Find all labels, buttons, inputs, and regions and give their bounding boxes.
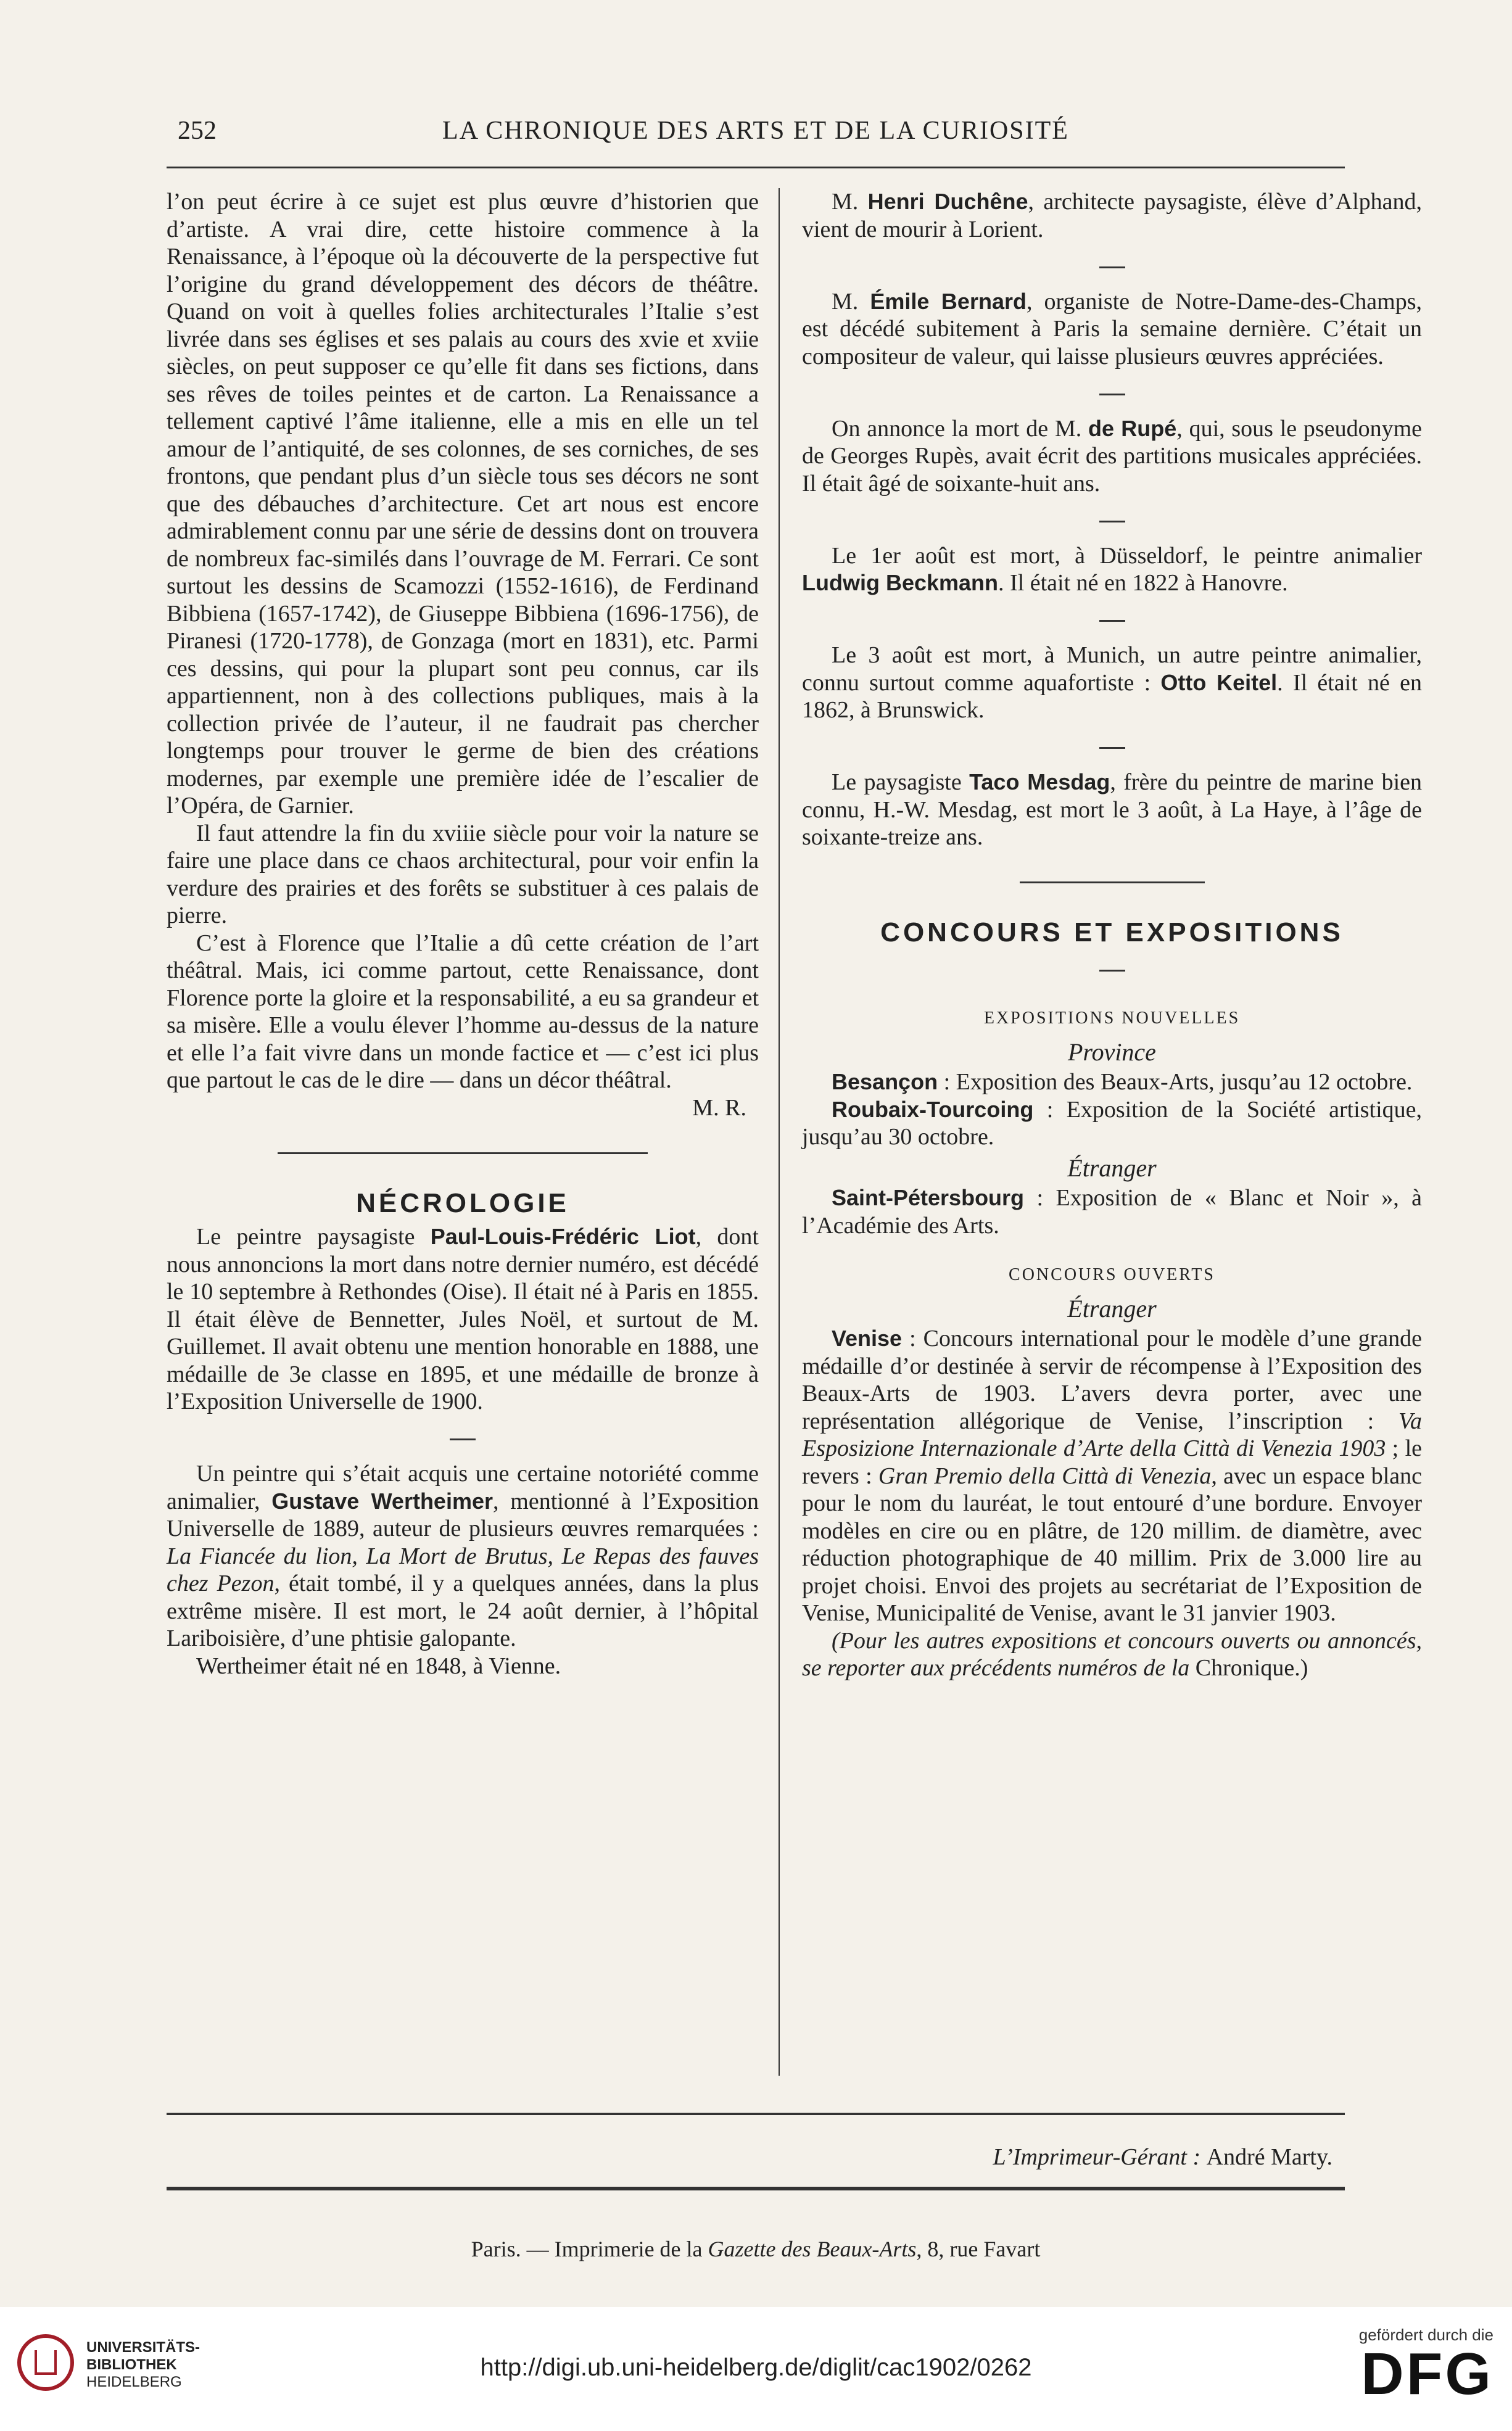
header-rule <box>167 167 1345 168</box>
obituary-bernard <box>802 288 1422 371</box>
text: : Exposition de « Blanc et Noir », à l’Académie des Arts. <box>802 1185 1422 1239</box>
person-name: Henri Duchêne <box>867 189 1028 214</box>
etranger-heading: Étranger <box>1067 1294 1157 1323</box>
etranger-heading: Étranger <box>1067 1154 1157 1182</box>
bottom-rule <box>167 2187 1345 2190</box>
person-name: de Rupé <box>1088 415 1177 441</box>
dash-divider <box>802 252 1422 279</box>
article-signature: M. R. <box>692 1094 746 1121</box>
text: , mentionné à l’Exposition Universelle de 1889, auteur de plusieurs œuvres remarquées : <box>167 1488 759 1542</box>
expositions-subhead: EXPOSITIONS NOUVELLES <box>983 1009 1241 1028</box>
imprimeur-name: André Marty. <box>1206 2144 1332 2170</box>
article-paragraph: l’on peut écrire à ce sujet est plus œuvre d’historien que d’artiste. A vrai dire, cette histoire commence à la Renaissance, à l’époque où la découverte de la perspective fut l’origine du grand développement des décors de théâtre. Quand on voit à quelles folies architecturales l’Italie s’est livrée dans ses églises et ses palais au cours des xvie et xviie siècles, on peut supposer ce qu’elle fit dans ses fictions, dans ses rêves de toiles peintes et de carton. La Renaissance a tellement captivé l’âme italienne, elle a mis en elle un tel amour de l’antiquité, de ses colonnes, de ses corniches, de ses frontons, que pendant plus d’un siècle tous ses décors ne sont que des débauches d’architecture. Cet art nous est encore admirablement connu par une série de dessins dont on trouvera de nombreux fac-similés dans l’ouvrage de M. Ferrari. Ce sont surtout les dessins de Scamozzi (1552-1616), de Ferdinand Bibbiena (1657-1742), de Giuseppe Bibbiena (1696-1756), de Piranesi (1720-1778), de Gonzaga (mort en 1831), etc. Parmi ces dessins, qui pour la plupart sont peu connus, car ils appartiennent, non à des collections publiques, mais à la collection privée de l’auteur, il ne faudrait pas chercher longtemps pour trouver le germe de bien des créations modernes, par exemple une première idée de l’escalier de l’Opéra, de Garnier. <box>167 189 759 819</box>
imprimeur-line <box>802 2144 1332 2171</box>
text: . Il était né en 1862, à Brunswick. <box>802 669 1422 723</box>
person-name: Émile Bernard <box>870 288 1027 314</box>
dash-divider <box>802 506 1422 534</box>
province-heading: Province <box>1068 1038 1156 1066</box>
text: , était tombé, il y a quelques années, dans la plus extrême misère. Il est mort, le 24 août dernier, à l’hôpital Lariboisière, d’une phtisie galopante. <box>167 1570 759 1651</box>
article-paragraph: C’est à Florence que l’Italie a dû cette création de l’art théâtral. Mais, ici comme partout, cette Renaissance, dont Florence porte la gloire et la responsabilité, a eu sa grandeur et sa misère. Elle a voulu élever l’homme au-dessus de la nature et elle l’a fait vivre dans un monde factice et — c’est ici plus que partout le cas de le dire — dans un décor théâtral. <box>167 930 759 1093</box>
works-titles: La Fiancée du lion, La Mort de Brutus, Le Repas des fauves chez Pezon <box>167 1543 759 1596</box>
running-title: LA CHRONIQUE DES ARTS ET DE LA CURIOSITÉ <box>442 117 1069 145</box>
note-text: (Pour les autres expositions et concours ouverts ou annoncés, se reporter aux précédents numéros de la <box>802 1627 1422 1681</box>
city-name: Besançon <box>832 1069 938 1094</box>
person-name: Ludwig Beckmann <box>802 570 999 595</box>
text: : Exposition de la Société artistique, jusqu’au 30 octobre. <box>802 1096 1422 1150</box>
text: , qui, sous le pseudonyme de Georges Rupès, avait écrit des partitions musicales appréciées. Il était âgé de soixante-huit ans. <box>802 415 1423 497</box>
dfg-logo <box>1339 2326 1493 2407</box>
text: Le peintre paysagiste <box>196 1224 431 1250</box>
text: Le 3 août est mort, à Munich, un autre peintre animalier, connu surtout comme aquafortiste : <box>802 642 1422 696</box>
text: Le paysagiste <box>832 769 970 795</box>
ornament-divider <box>167 1137 759 1165</box>
gazette-title: Gazette des Beaux-Arts <box>708 2237 917 2261</box>
dash-divider <box>802 733 1422 761</box>
text: , 8, rue Favart <box>916 2237 1041 2261</box>
dash-divider <box>802 955 1422 983</box>
text: , architecte paysagiste, élève d’Alphand, vient de mourir à Lorient. <box>802 189 1422 242</box>
page-number: 252 <box>178 117 217 145</box>
text: Un peintre qui s’était acquis une certaine notoriété comme animalier, <box>167 1461 759 1514</box>
city-name: Roubaix-Tourcoing <box>832 1096 1034 1122</box>
digitization-footer <box>0 2307 1512 2431</box>
text: , organiste de Notre-Dame-des-Champs, est décédé subitement à Paris la semaine dernière. C’était un compositeur de valeur, qui laisse plusieurs œuvres appréciées. <box>802 288 1423 369</box>
person-name: Otto Keitel <box>1160 669 1278 695</box>
listing-st-petersbourg <box>802 1184 1422 1239</box>
article-paragraph: Il faut attendre la fin du xviiie siècle pour voir la nature se faire une place dans ce chaos architectural, pour voir enfin la verdure des prairies et des forêts se substituer à ces palais de pierre. <box>167 820 759 928</box>
dfg-wordmark: DFG <box>1361 2341 1493 2407</box>
listing-besancon <box>802 1068 1422 1096</box>
column-separator <box>779 188 780 2076</box>
obituary-liot <box>167 1223 759 1416</box>
obituary-beckmann <box>802 542 1422 597</box>
dash-divider <box>167 1424 759 1452</box>
obituary-duchene <box>802 188 1422 243</box>
editor-note <box>802 1627 1422 1682</box>
funded-by-label: gefördert durch die <box>1358 2326 1493 2344</box>
library-name-line: BIBLIOTHEK <box>86 2356 177 2373</box>
imprimeur-label: L’Imprimeur-Gérant : <box>993 2144 1207 2170</box>
listing-venise <box>802 1325 1422 1627</box>
library-name-line: HEIDELBERG <box>86 2374 182 2390</box>
text: . Il était né en 1822 à Hanovre. <box>998 570 1288 596</box>
concours-subhead: CONCOURS OUVERTS <box>1009 1265 1215 1284</box>
page-header <box>167 105 1345 154</box>
text: : Exposition des Beaux-Arts, jusqu’au 12 octobre. <box>938 1069 1413 1095</box>
text: M. <box>832 288 870 315</box>
obituary-keitel <box>802 642 1422 724</box>
bottom-rule <box>167 2113 1345 2115</box>
obituary-wertheimer-birth: Wertheimer était né en 1848, à Vienne. <box>196 1653 561 1679</box>
ornament-divider <box>802 867 1422 895</box>
text: Paris. — Imprimerie de la <box>471 2237 708 2261</box>
person-name: Gustave Wertheimer <box>271 1488 493 1514</box>
printer-line <box>167 2236 1345 2262</box>
obituary-rupe <box>802 415 1422 498</box>
text: , frère du peintre de marine bien connu, H.-W. Mesdag, est mort le 3 août, à La Haye, à l’âge de soixante-treize ans. <box>802 769 1422 850</box>
obituary-wertheimer <box>167 1460 759 1653</box>
right-column <box>802 188 1422 1682</box>
text: : Concours international pour le modèle d’une grande médaille d’or destinée à servir de récompense à l’Exposition des Beaux-Arts de 1903. L’avers devra porter, avec une représentation allégorique de Venise, l’inscription : <box>802 1326 1422 1434</box>
note-text: Chronique.) <box>1195 1655 1308 1681</box>
text: , dont nous annoncions la mort dans notre dernier numéro, est décédé le 10 septembre à Rethondes (Oise). Il était né à Paris en 1855. Il était élève de Bennetter, Jules Noël, et surtout de M. Guillemet. Il avait obtenu une mention honorable en 1888, une médaille de 3e classe en 1895, et une médaille de bronze à l’Exposition Universelle de 1900. <box>167 1224 759 1414</box>
text: ; le revers : <box>802 1435 1422 1489</box>
inscription: Va Esposizione Internazionale d’Arte della Città di Venezia 1903 <box>802 1408 1422 1461</box>
listing-roubaix <box>802 1096 1422 1151</box>
library-name-line: UNIVERSITÄTS- <box>86 2339 200 2356</box>
dash-divider <box>802 606 1422 634</box>
concours-title: CONCOURS ET EXPOSITIONS <box>880 917 1344 947</box>
city-name: Venise <box>832 1326 903 1351</box>
person-name: Taco Mesdag <box>969 769 1110 795</box>
text: On annonce la mort de M. <box>832 415 1088 442</box>
text: M. <box>832 189 868 215</box>
inscription: Gran Premio della Città di Venezia <box>878 1463 1212 1489</box>
obituary-mesdag <box>802 769 1422 851</box>
left-column <box>167 188 759 1680</box>
city-name: Saint-Pétersbourg <box>832 1185 1025 1210</box>
necrologie-title: NÉCROLOGIE <box>356 1187 569 1218</box>
permalink-url[interactable]: http://digi.ub.uni-heidelberg.de/diglit/cac1902/0262 <box>480 2354 1032 2381</box>
dash-divider <box>802 379 1422 407</box>
text: , avec un espace blanc pour le nom du lauréat, le tout entouré d’une bordure. Envoyer modèles en cire ou en plâtre, de 120 millim. de diamètre, avec réduction photographique de 40 millim. Prix de 3.000 lire au projet choisi. Envoi des projets au secrétariat de l’Exposition de Venise, Municipalité de Venise, avant le 31 janvier 1903. <box>802 1463 1422 1626</box>
person-name: Paul-Louis-Frédéric Liot <box>430 1224 696 1249</box>
text: Le 1er août est mort, à Düsseldorf, le peintre animalier <box>832 542 1422 569</box>
